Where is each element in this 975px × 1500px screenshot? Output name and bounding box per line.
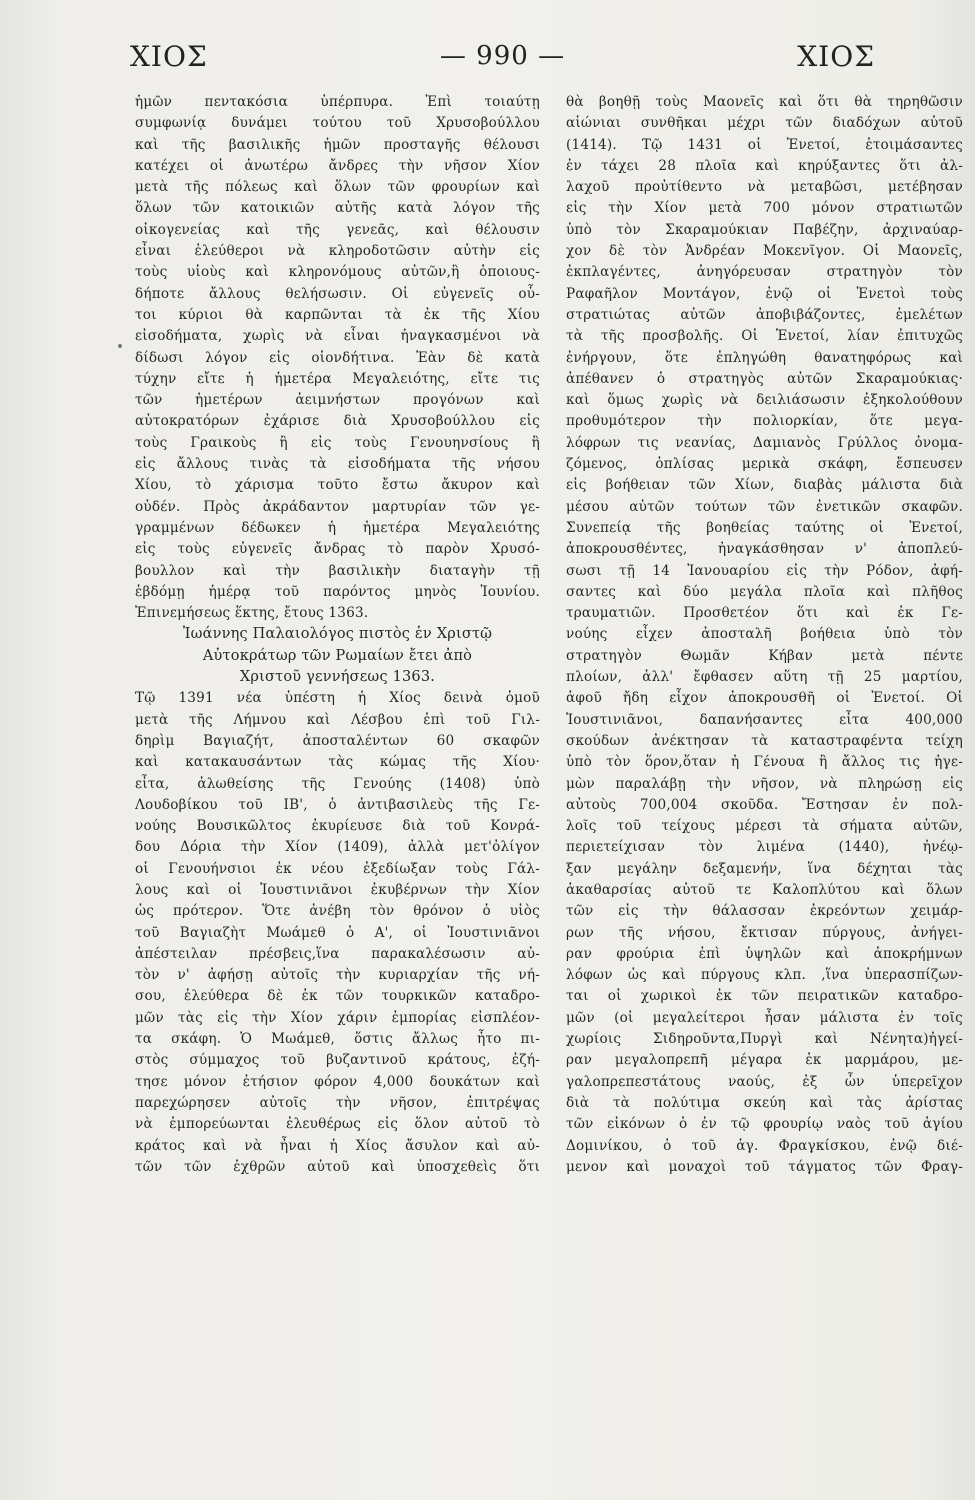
text-line: καὶ κατακαυσάντων τὰς κώμας τῆς Χίου· [135,754,540,771]
text-line: Λουδοβίκου τοῦ ΙΒ', ὁ ἀντιβασιλεὺς τῆς Γε- [135,796,540,813]
text-line: ἀκαθαρσίας αὐτοῦ τε Καλοπλύτου καὶ ὅλων [566,881,963,898]
text-line: ὑπὸ τὸν ὅρον,ὅταν ἡ Γένουα ἢ ἄλλος τις ἡγε- [566,754,963,771]
text-line: ὅλων τῶν κατοικιῶν αὐτῆς κατὰ λόγον τῆς [135,200,540,217]
text-line: οἱ Γενουήνσιοι ἐκ νέου ἐξεδίωξαν τοὺς Γάλ- [135,860,540,877]
text-line: ἀφοῦ ἤδη εἶχον ἀποκρουσθῆ οἱ Ἐνετοί. Οἱ [566,690,963,707]
text-line: δήποτε ἄλλους θελήσωσιν. Οἱ εὐγενεῖς οὗ- [135,285,540,302]
text-line: λόφων ὡς καὶ πύργους κλπ. ,ἵνα ὑπερασπίζων- [566,967,963,984]
text-line: εἶτα, ἁλωθείσης τῆς Γενούης (1408) ὑπὸ [135,775,540,792]
text-line: τοὺς υἱοὺς καὶ κληρονόμους αὐτῶν,ἢ ὁποιους- [135,264,540,281]
text-line: ἀπέθανεν ὁ στρατηγὸς αὐτῶν Σκαραμούκιας· [566,370,963,387]
text-line: παρεχώρησεν αὐτοῖς τὴν νῆσον, ἐπιτρέψας [135,1094,540,1111]
text-line: μῶν τὰς εἰς τὴν Χίον χάριν ἐμπορίας εἰσπλέον- [135,1009,540,1026]
text-line: μῶν (οἱ μεγαλείτεροι ἦσαν μάλιστα ἐν τοῖς [566,1009,963,1026]
text-line: Δομινίκου, ὁ τοῦ ἁγ. Φραγκίσκου, ἐνῷ διέ- [566,1137,963,1154]
text-line: τησε μόνον ἐτήσιον φόρον 4,000 δουκάτων καὶ [135,1073,540,1090]
text-line: δίδωσι λόγον εἰς οἱονδήτινα. Ἐὰν δὲ κατὰ [135,349,540,366]
text-line: ραν φρούρια ἐπὶ ὑψηλῶν καὶ ἀποκρήμνων [566,945,963,962]
text-line: Τῷ 1391 νέα ὑπέστη ἡ Χίος δεινὰ ὁμοῦ [135,690,540,707]
text-line: (1414). Τῷ 1431 οἱ Ἐνετοί, ἑτοιμάσαντες [566,136,963,153]
text-line: καὶ ὅμως χωρὶς νὰ δειλιάσωσιν ἐξηκολούθουν [566,392,963,409]
margin-mark [118,344,122,348]
text-line: τοι κύριοι θὰ καρπῶνται τὰ ἐκ τῆς Χίου [135,306,540,323]
text-line: συμφωνίᾳ δυνάμει τούτου τοῦ Χρυσοβούλλου [135,115,540,132]
header-left-title: ΧΙΟΣ [130,39,208,73]
text-line: Συνεπείᾳ τῆς βοηθείας ταύτης οἱ Ἐνετοί, [566,519,963,536]
text-line: ὡς πρότερον. Ὅτε ἀνέβη τὸν θρόνον ὁ υἱὸς [135,903,540,920]
text-line: Ἰουστινιᾶνοι, δαπανήσαντες εἶτα 400,000 [566,711,963,728]
text-line: κράτος καὶ νὰ ἦναι ἡ Χίος ἄσυλον καὶ αὐ- [135,1137,540,1154]
signature-line: Χριστοῦ γεννήσεως 1363. [239,669,436,686]
text-line: νὰ ἐμπορεύωνται ἐλευθέρως εἰς ὅλον αὐτοῦ τὸ [135,1116,540,1133]
signature-line: Ἰωάννης Παλαιολόγος πιστὸς ἐν Χριστῷ [182,626,493,643]
text-line: λόφρων τις νεανίας, Δαμιανὸς Γρύλλος ὀνομα- [566,434,963,451]
text-line: ξαν μεγάλην δεξαμενήν, ἵνα δέχηται τὰς [566,860,963,877]
signature-line: Αὐτοκράτωρ τῶν Ρωμαίων ἔτει ἀπὸ [202,647,473,664]
text-line: μετὰ τῆς πόλεως καὶ ὅλων τῶν φρουρίων καὶ [135,179,540,196]
text-line: ζόμενος, ὁπλίσας μερικὰ σκάφη, ἔσπευσεν [566,456,963,473]
text-line: χον δὲ τὸν Ἀνδρέαν Μοκενῖγον. Οἱ Μαονεῖς, [566,243,963,260]
text-line: λαχοῦ προὐτίθεντο νὰ μεταβῶσι, μετέβησαν [566,179,963,196]
text-line: τύχην εἴτε ἡ ἡμετέρα Μεγαλειότης, εἴτε τις [135,370,540,387]
text-line: νούης Βουσικῶλτος ἐκυρίευσε διὰ τοῦ Κονρά- [135,818,540,835]
text-line: εἰς βοήθειαν τῶν Χίων, διαβὰς μάλιστα διὰ [566,477,963,494]
text-line: μέσου αὐτῶν τούτων τῶν ἐνετικῶν σκαφῶν. [566,498,963,515]
text-line: Χίου, τὸ χάρισμα τοῦτο ἔστω ἄκυρον καὶ [135,477,540,494]
text-line: διὰ τὰ πολύτιμα σκεύη καὶ τὰς ἀρίστας [566,1094,963,1111]
text-line: χωρίοις Σιδηροῦντα,Πυργὶ καὶ Νένητα)ἠγεί- [566,1031,963,1048]
text-line: γραμμένων δέδωκεν ἡ ἡμετέρα Μεγαλειότης [135,519,540,536]
page-header [130,34,875,78]
text-line: τῶν ἡμετέρων ἀειμνήστων προγόνων καὶ [135,392,540,409]
page-number: — 990 — [439,41,566,71]
text-line: ἐν τάχει 28 πλοῖα καὶ κηρύξαντες ὅτι ἀλ- [566,157,963,174]
text-line: ἀποκρουσθέντες, ἠναγκάσθησαν ν' ἀποπλεύ- [566,541,963,558]
text-line: θὰ βοηθῇ τοὺς Μαονεῖς καὶ ὅτι θὰ τηρηθῶσιν [566,94,963,110]
text-line: ἐνήργουν, ὅτε ἐπληγώθη θανατηφόρως καὶ [566,349,963,366]
text-line: Ραφαῆλον Μοντάγον, ἐνῷ οἱ Ἐνετοὶ τοὺς [566,285,963,302]
text-line: βουλλον καὶ τὴν βασιλικὴν διαταγὴν τῇ [135,562,540,579]
text-line: τῶν εἰκόνων ὁ ἐν τῷ φρουρίῳ ναὸς τοῦ ἁγίου [566,1116,963,1133]
text-line: γαλοπρεπεστάτους ναούς, ἐξ ὧν ὑπερεῖχον [566,1073,963,1090]
text-line: προθυμότερον τὴν πολιορκίαν, ὅτε μεγα- [566,413,963,430]
text-line: ται οἱ χωρικοὶ ἐκ τῶν πειρατικῶν καταδρο- [566,988,963,1005]
text-line: Ἐπινεμήσεως ἕκτης, ἔτους 1363. [135,605,369,622]
text-line: λοῖς τοῦ τείχους μέρεσι τὰ σήματα αὐτῶν, [566,818,963,835]
text-line: τα σκάφη. Ὁ Μωάμεθ, ὅστις ἄλλως ἦτο πι- [135,1031,540,1048]
text-line: εἰς τὴν Χίον μετὰ 700 μόνον στρατιωτῶν [566,200,963,217]
header-right-title: ΧΙΟΣ [797,39,875,73]
text-line: εἰς τοὺς εὐγενεῖς ἄνδρας τὸ παρὸν Χρυσό- [135,541,540,558]
text-line: σου, ἐλεύθερα δὲ ἐκ τῶν τουρκικῶν καταδρο- [135,988,540,1005]
text-line: τῶν τῶν ἐχθρῶν αὐτοῦ καὶ ὑποσχεθεὶς ὅτι [135,1158,540,1175]
text-line: ρων τῆς νήσου, ἔκτισαν πύργους, ἀνήγει- [566,924,963,941]
text-line: μὼν παραλάβῃ τὴν νῆσον, νὰ πληρώσῃ εἰς [566,775,963,792]
text-line: μετὰ τῆς Λήμνου καὶ Λέσβου ἐπὶ τοῦ Γιλ- [135,711,540,728]
right-column [566,92,963,1178]
text-line: σαντες καὶ δύο μεγάλα πλοῖα καὶ πλῆθος [566,583,963,600]
text-line: τὸν ν' ἀφήσῃ αὐτοῖς τὴν κυριαρχίαν τῆς νή- [135,967,540,984]
text-line: μενον καὶ μοναχοὶ τοῦ τάγματος τῶν Φραγ- [566,1158,963,1175]
text-line: νούης εἶχεν ἀποσταλῆ βοήθεια ὑπὸ τὸν [566,626,963,643]
text-line: δου Δόρια τὴν Χίον (1409), ἀλλὰ μετ'ὀλίγον [135,839,540,856]
text-line: ἐκπλαγέντες, ἀνηγόρευσαν στρατηγὸν τὸν [566,264,963,281]
text-line: εἰσοδήματα, χωρὶς νὰ εἶναι ἠναγκασμένοι νὰ [135,328,540,345]
text-line: κατέχει οἱ ἀνωτέρω ἄνδρες τὴν νῆσον Χίον [135,157,540,174]
text-line: δηρὶμ Βαγιαζήτ, ἀποσταλέντων 60 σκαφῶν [135,732,540,749]
text-line: τραυματιῶν. Προσθετέον ὅτι καὶ ἐκ Γε- [566,605,963,622]
text-line: ἑβδόμῃ ἡμέρᾳ τοῦ παρόντος μηνὸς Ἰουνίου. [135,583,540,600]
text-line: τοῦ Βαγιαζὴτ Μωάμεθ ὁ Α', οἱ Ἰουστινιᾶνοι [135,924,540,941]
text-line: ἀπέστειλαν πρέσβεις,ἵνα παρακαλέσωσιν αὐ- [135,945,540,962]
text-line: περιετείχισαν τὸν λιμένα (1440), ἠνέῳ- [566,839,963,856]
left-column [135,92,540,1178]
text-line: αἰώνιαι συνθῆκαι μέχρι τῶν διαδόχων αὐτοῦ [566,115,963,132]
text-line: αὐτοὺς 700,004 σκοῦδα. Ἔστησαν ἐν πολ- [566,796,963,813]
text-line: οἰκογενείας καὶ τῆς γενεᾶς, καὶ θέλουσιν [135,221,540,238]
text-line: εἰς ἄλλους τινὰς τὰ εἰσοδήματα τῆς νήσου [135,456,540,473]
text-line: τῶν εἰς τὴν θάλασσαν ἐκρεόντων χειμάρ- [566,903,963,920]
text-line: σκούδων ἀνέκτησαν τὰ καταστραφέντα τείχη [566,732,963,749]
text-line: ραν μεγαλοπρεπῆ μέγαρα ἐκ μαρμάρου, με- [566,1052,963,1069]
text-line: οὐδέν. Πρὸς ἀκράδαντον μαρτυρίαν τῶν γε- [135,498,540,515]
text-line: στρατιώτας αὐτῶν ἀποβιβάζοντες, ἐμελέτων [566,306,963,323]
text-line: πλοίων, ἀλλ' ἔφθασεν αὕτη τῇ 25 μαρτίου, [566,669,963,686]
text-line: αὐτοκρατόρων ἐχάρισε διὰ Χρυσοβούλλου εἰς [135,413,540,430]
text-line: καὶ τῆς βασιλικῆς ἡμῶν προσταγῆς θέλουσι [135,136,540,153]
text-line: ἡμῶν πεντακόσια ὑπέρπυρα. Ἐπὶ τοιαύτῃ [135,94,540,110]
text-line: τὰ τῆς προσβολῆς. Οἱ Ἐνετοί, λίαν ἐπιτυχῶς [566,328,963,345]
text-line: ὑπὸ τὸν Σκαραμούκιαν Παβέζην, ἀρχιναύαρ- [566,221,963,238]
text-line: στρατηγὸν Θωμᾶν Κήβαν μετὰ πέντε [566,647,963,664]
text-line: εἶναι ἐλεύθεροι νὰ κληροδοτῶσιν αὐτὴν εἰς [135,243,540,260]
text-line: στὸς σύμμαχος τοῦ βυζαντινοῦ κράτους, ἐζή- [135,1052,540,1069]
text-line: λους καὶ οἱ Ἰουστινιᾶνοι ἐκυβέρνων τὴν Χίον [135,881,540,898]
text-line: τοὺς Γραικοὺς ἢ εἰς τοὺς Γενουηνσίους ἢ [135,434,540,451]
text-line: σωσι τῇ 14 Ἰανουαρίου εἰς τὴν Ρόδον, ἀφή- [566,562,963,579]
